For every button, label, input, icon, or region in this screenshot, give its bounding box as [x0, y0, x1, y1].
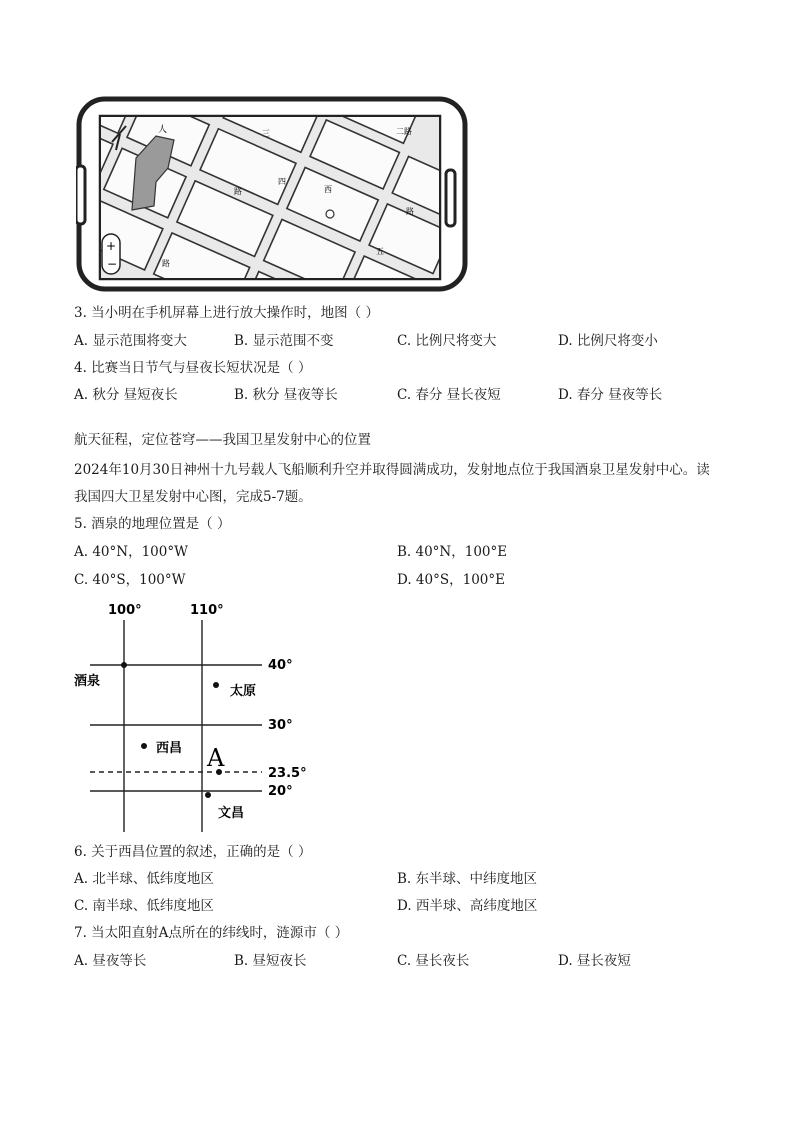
- question-7-stem: 7. 当太阳直射A点所在的纬线时，涟源市（ ）: [74, 925, 349, 941]
- q5-option-a[interactable]: A. 40°N，100°W: [74, 544, 188, 560]
- place-jiuquan: 酒泉: [74, 674, 101, 689]
- jiuquan-dot: [121, 662, 127, 668]
- q7-option-c[interactable]: C. 昼长夜长: [397, 953, 470, 969]
- taiyuan-dot: [213, 682, 219, 688]
- map-label: 路: [406, 207, 414, 216]
- map-label: 二路: [396, 127, 412, 136]
- location-marker-icon: [326, 210, 334, 218]
- place-xichang: 西昌: [156, 741, 183, 756]
- q7-option-a[interactable]: A. 昼夜等长: [74, 953, 147, 969]
- place-wenchang: 文昌: [218, 806, 245, 821]
- q5-option-d[interactable]: D. 40°S，100°E: [397, 572, 505, 588]
- street-grid: [76, 96, 474, 294]
- q7-option-d[interactable]: D. 昼长夜短: [558, 953, 631, 969]
- q4-option-d[interactable]: D. 春分 昼夜等长: [558, 387, 663, 403]
- q3-option-a[interactable]: A. 显示范围将变大: [74, 333, 187, 349]
- question-6-stem: 6. 关于西昌位置的叙述，正确的是（ ）: [74, 844, 312, 860]
- q3-option-d[interactable]: D. 比例尺将变小: [558, 333, 658, 349]
- lon-label-110: 110°: [190, 603, 224, 618]
- map-label: 路: [234, 187, 242, 196]
- question-3-stem: 3. 当小明在手机屏幕上进行放大操作时，地图（ ）: [74, 305, 379, 321]
- lat-label-23-5: 23.5°: [268, 766, 307, 781]
- section-intro-line-1: 2024年10月30日神州十九号载人飞船顺利升空并取得圆满成功，发射地点位于我国酒泉卫星发射中心。读: [74, 462, 710, 478]
- section-title: 航天征程，定位苍穹——我国卫星发射中心的位置: [74, 432, 371, 448]
- point-a-label: A: [207, 744, 225, 772]
- map-label: 四: [278, 177, 286, 186]
- q6-option-a[interactable]: A. 北半球、低纬度地区: [74, 871, 214, 887]
- section-intro-line-2: 我国四大卫星发射中心图，完成5-7题。: [74, 489, 312, 505]
- lat-label-40: 40°: [268, 658, 293, 673]
- q4-option-a[interactable]: A. 秋分 昼短夜长: [74, 387, 178, 403]
- q7-option-b[interactable]: B. 昼短夜长: [234, 953, 307, 969]
- q5-option-c[interactable]: C. 40°S，100°W: [74, 572, 186, 588]
- zoom-control[interactable]: [102, 234, 120, 274]
- xichang-dot: [141, 743, 147, 749]
- q6-option-b[interactable]: B. 东半球、中纬度地区: [397, 871, 538, 887]
- lat-label-30: 30°: [268, 718, 293, 733]
- zoom-out-icon[interactable]: −: [107, 257, 118, 271]
- map-label: 人: [158, 125, 168, 135]
- phone-side-button-right: [446, 170, 455, 226]
- phone-map-figure: [76, 96, 474, 294]
- map-label: 五: [376, 247, 384, 256]
- phone-side-button-left: [76, 166, 85, 224]
- map-label: 路: [162, 259, 170, 268]
- q3-option-c[interactable]: C. 比例尺将变大: [397, 333, 497, 349]
- map-label: 西: [324, 185, 332, 194]
- lon-label-100: 100°: [108, 603, 142, 618]
- q4-option-c[interactable]: C. 春分 昼长夜短: [397, 387, 501, 403]
- phone-map-svg: [76, 96, 474, 294]
- question-4-stem: 4. 比赛当日节气与昼夜长短状况是（ ）: [74, 360, 312, 376]
- q3-option-b[interactable]: B. 显示范围不变: [234, 333, 334, 349]
- zoom-in-icon[interactable]: +: [106, 239, 117, 253]
- q6-option-d[interactable]: D. 西半球、高纬度地区: [397, 898, 538, 914]
- q4-option-b[interactable]: B. 秋分 昼夜等长: [234, 387, 338, 403]
- lat-label-20: 20°: [268, 784, 293, 799]
- lat-lon-grid-map: [62, 598, 322, 836]
- wenchang-dot: [205, 792, 211, 798]
- q5-option-b[interactable]: B. 40°N，100°E: [397, 544, 508, 560]
- question-5-stem: 5. 酒泉的地理位置是（ ）: [74, 516, 231, 532]
- grid-map-svg: [62, 598, 322, 836]
- map-label: 三: [262, 129, 270, 138]
- place-taiyuan: 太原: [230, 684, 257, 699]
- q6-option-c[interactable]: C. 南半球、低纬度地区: [74, 898, 214, 914]
